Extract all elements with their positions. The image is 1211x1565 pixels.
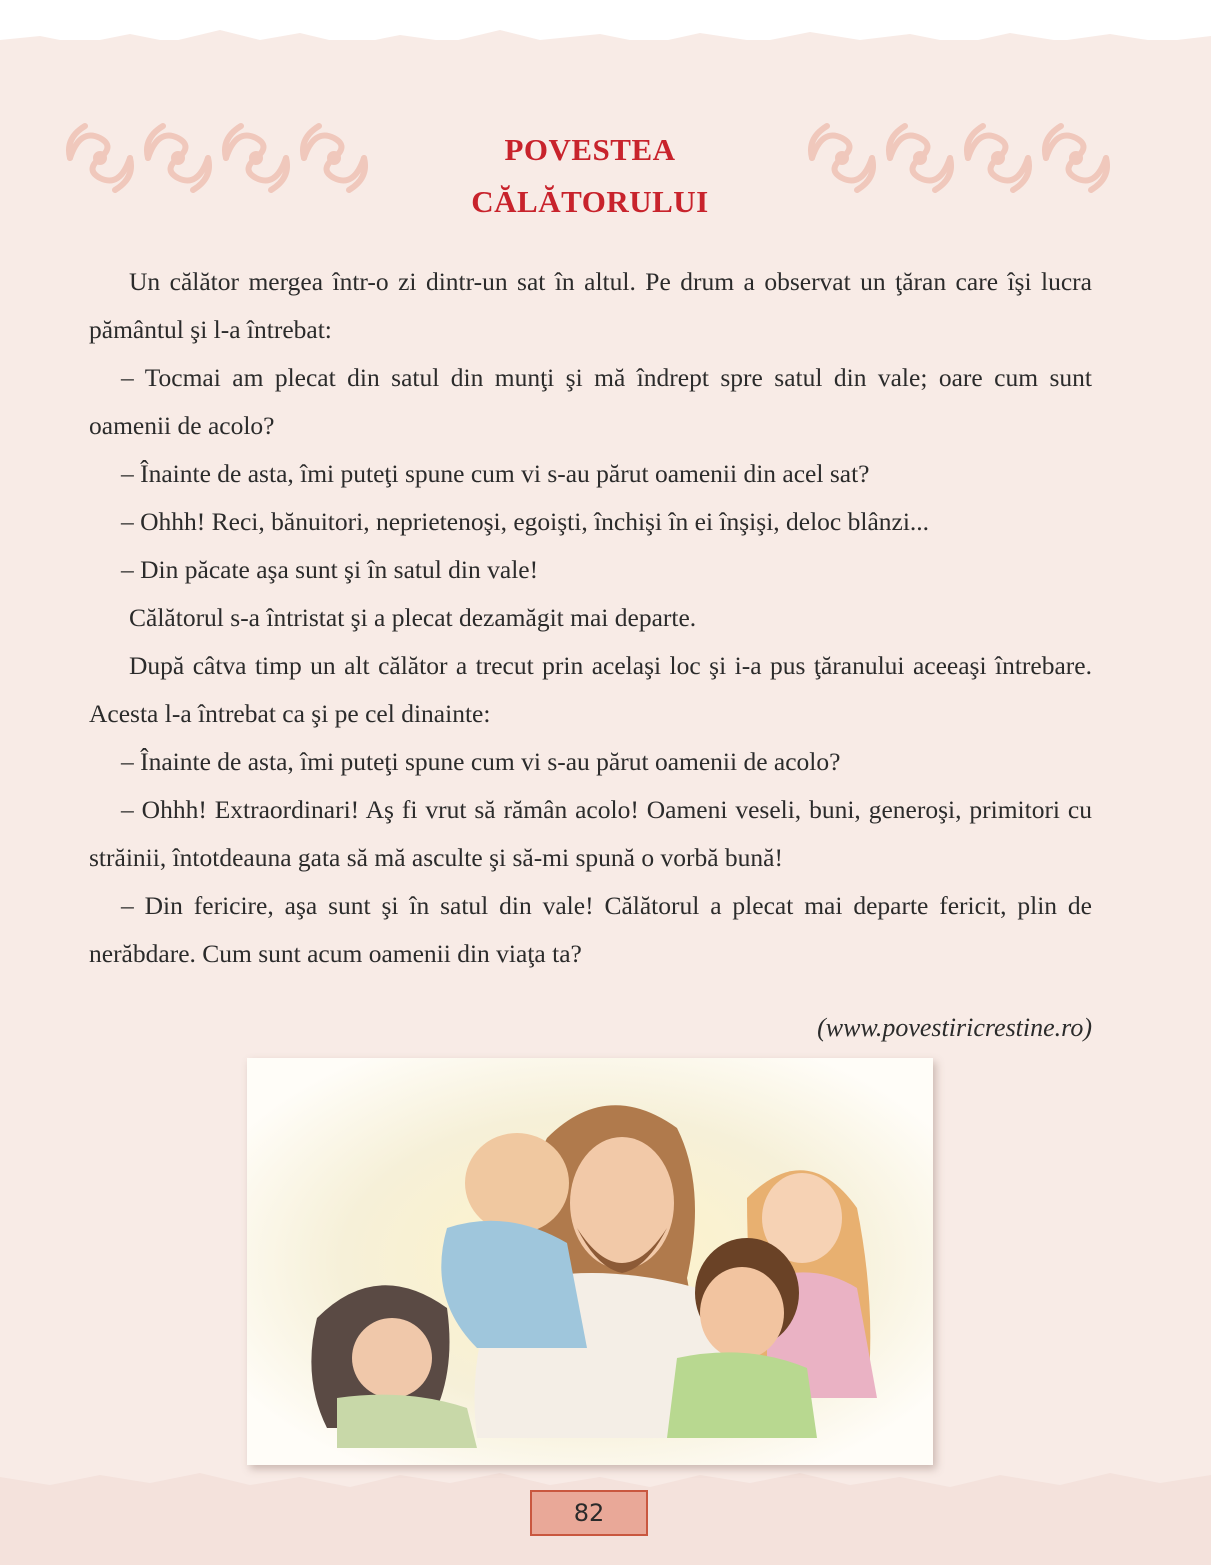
title-line-2: CĂLĂTORULUI [471, 184, 709, 219]
story-text [89, 258, 1092, 978]
folk-ornament-icon [802, 118, 1117, 198]
dialogue-line: – Din fericire, aşa sunt şi în satul din vale! Călătorul a plecat mai departe fericit, plin de nerăbdare. Cum sunt acum oamenii din viaţa ta? [89, 891, 1092, 968]
source-citation: (www.povestiricrestine.ro) [817, 1013, 1092, 1042]
child-head [352, 1318, 432, 1398]
title-line-1: POVESTEA [504, 132, 676, 167]
jesus-with-children-illustration [247, 1058, 933, 1465]
story-paragraph: Călătorul s-a întristat şi a plecat dezamăgit mai departe. [129, 603, 697, 632]
page-number: 82 [530, 1490, 648, 1536]
dialogue-line: – Ohhh! Reci, bănuitori, neprietenoşi, egoişti, închişi în ei înşişi, deloc blânzi... [121, 507, 930, 536]
story-paragraph: Un călător mergea într-o zi dintr-un sat în altul. Pe drum a observat un ţăran care îşi lucra pământul şi l-a întrebat: [89, 267, 1092, 344]
child-clothes [667, 1352, 817, 1438]
face-shape [570, 1137, 674, 1269]
child-head [465, 1133, 569, 1233]
folk-ornament-icon [60, 118, 375, 198]
dialogue-line: – Înainte de asta, îmi puteţi spune cum vi s-au părut oamenii de acolo? [121, 747, 841, 776]
dialogue-line: – Ohhh! Extraordinari! Aş fi vrut să rămân acolo! Oameni veseli, buni, generoşi, primitori cu străinii, întotdeauna gata să mă asculte şi să-mi spună o vorbă bună! [89, 795, 1092, 872]
page-title [400, 124, 780, 228]
dialogue-line: – Din păcate aşa sunt şi în satul din vale! [121, 555, 539, 584]
story-paragraph: După câtva timp un alt călător a trecut prin acelaşi loc şi i-a pus ţăranului aceeaşi întrebare. Acesta l-a întrebat ca şi pe cel dinainte: [89, 651, 1092, 728]
dialogue-line: – Înainte de asta, îmi puteţi spune cum vi s-au părut oamenii din acel sat? [121, 459, 870, 488]
child-head [700, 1267, 784, 1359]
dialogue-line: – Tocmai am plecat din satul din munţi şi mă îndrept spre satul din vale; oare cum sunt oamenii de acolo? [89, 363, 1092, 440]
